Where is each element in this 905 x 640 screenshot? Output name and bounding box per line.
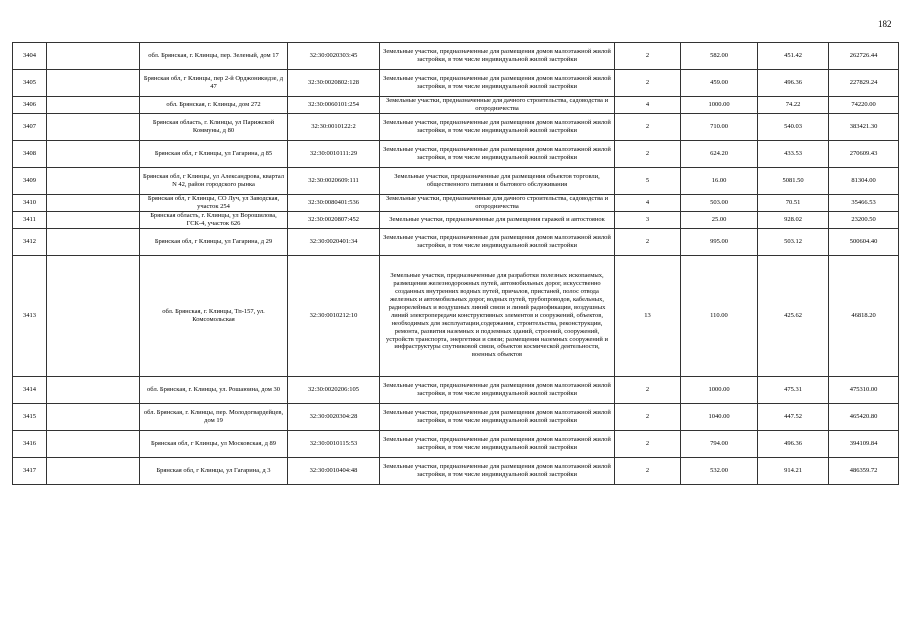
land-use-cell: Земельные участки, предназначенные для размещения гаражей и автостоянок bbox=[380, 211, 615, 228]
address-cell: Брянская обл, г Клинцы, ул Московская, д 89 bbox=[140, 430, 288, 457]
empty-cell bbox=[47, 70, 140, 97]
land-use-cell: Земельные участки, предназначенные для размещения объектов торговли, общественного питания и бытового обслуживания bbox=[380, 167, 615, 194]
empty-cell bbox=[47, 140, 140, 167]
land-use-cell: Земельные участки, предназначенные для дачного строительства, садоводства и огородничества bbox=[380, 194, 615, 211]
empty-cell bbox=[47, 113, 140, 140]
table-row bbox=[13, 457, 899, 484]
cadastral-number-cell: 32:30:0020401:34 bbox=[288, 228, 380, 255]
land-use-cell: Земельные участки, предназначенные для дачного строительства, садоводства и огородничества bbox=[380, 97, 615, 114]
cadastral-number-cell: 32:30:0020807:452 bbox=[288, 211, 380, 228]
row-number: 3411 bbox=[13, 211, 47, 228]
table-row bbox=[13, 140, 899, 167]
category-cell: 3 bbox=[615, 211, 681, 228]
land-use-cell: Земельные участки, предназначенные для размещения домов малоэтажной жилой застройки, в том числе индивидуальной жилой застройки bbox=[380, 457, 615, 484]
cadastral-number-cell: 32:30:0010111:29 bbox=[288, 140, 380, 167]
empty-cell bbox=[47, 376, 140, 403]
table-row bbox=[13, 430, 899, 457]
empty-cell bbox=[47, 403, 140, 430]
empty-cell bbox=[47, 97, 140, 114]
row-number: 3404 bbox=[13, 43, 47, 70]
cadastral-value-cell: 227829.24 bbox=[829, 70, 899, 97]
page-number: 182 bbox=[878, 19, 892, 29]
row-number: 3406 bbox=[13, 97, 47, 114]
table-row bbox=[13, 255, 899, 376]
cadastral-value-cell: 262726.44 bbox=[829, 43, 899, 70]
empty-cell bbox=[47, 228, 140, 255]
land-use-cell: Земельные участки, предназначенные для размещения домов малоэтажной жилой застройки, в том числе индивидуальной жилой застройки bbox=[380, 70, 615, 97]
table-row bbox=[13, 228, 899, 255]
address-cell: обл. Брянская, г. Клинцы, дом 272 bbox=[140, 97, 288, 114]
category-cell: 2 bbox=[615, 113, 681, 140]
area-cell: 1000.00 bbox=[681, 97, 758, 114]
cadastral-number-cell: 32:30:0010212:10 bbox=[288, 255, 380, 376]
cadastral-number-cell: 32:30:0010404:48 bbox=[288, 457, 380, 484]
address-cell: Брянская область, г. Клинцы, ул Ворошилова, ГСК-4, участок 626 bbox=[140, 211, 288, 228]
rate-cell: 70.51 bbox=[758, 194, 829, 211]
cadastral-value-cell: 46818.20 bbox=[829, 255, 899, 376]
cadastral-value-cell: 23200.50 bbox=[829, 211, 899, 228]
empty-cell bbox=[47, 211, 140, 228]
table-row bbox=[13, 194, 899, 211]
land-use-cell: Земельные участки, предназначенные для размещения домов малоэтажной жилой застройки, в том числе индивидуальной жилой застройки bbox=[380, 43, 615, 70]
area-cell: 710.00 bbox=[681, 113, 758, 140]
area-cell: 582.00 bbox=[681, 43, 758, 70]
table-row bbox=[13, 376, 899, 403]
cadastral-number-cell: 32:30:0010122:2 bbox=[288, 113, 380, 140]
category-cell: 4 bbox=[615, 194, 681, 211]
area-cell: 110.00 bbox=[681, 255, 758, 376]
category-cell: 2 bbox=[615, 430, 681, 457]
rate-cell: 451.42 bbox=[758, 43, 829, 70]
area-cell: 1040.00 bbox=[681, 403, 758, 430]
rate-cell: 5081.50 bbox=[758, 167, 829, 194]
land-use-cell: Земельные участки, предназначенные для размещения домов малоэтажной жилой застройки, в том числе индивидуальной жилой застройки bbox=[380, 430, 615, 457]
area-cell: 25.00 bbox=[681, 211, 758, 228]
rate-cell: 928.02 bbox=[758, 211, 829, 228]
table-row bbox=[13, 113, 899, 140]
rate-cell: 447.52 bbox=[758, 403, 829, 430]
address-cell: Брянская обл, г Клинцы, ул Александрова, квартал N 42, район городского рынка bbox=[140, 167, 288, 194]
cadastral-number-cell: 32:30:0020304:28 bbox=[288, 403, 380, 430]
row-number: 3415 bbox=[13, 403, 47, 430]
cadastral-number-cell: 32:30:0010115:53 bbox=[288, 430, 380, 457]
empty-cell bbox=[47, 194, 140, 211]
rate-cell: 496.36 bbox=[758, 70, 829, 97]
table-row bbox=[13, 167, 899, 194]
cadastral-value-cell: 486359.72 bbox=[829, 457, 899, 484]
address-cell: Брянская обл, г Клинцы, СО Луч, ул Заводская, участок 254 bbox=[140, 194, 288, 211]
category-cell: 2 bbox=[615, 457, 681, 484]
rate-cell: 540.03 bbox=[758, 113, 829, 140]
table-row bbox=[13, 403, 899, 430]
cadastral-value-cell: 500604.40 bbox=[829, 228, 899, 255]
row-number: 3410 bbox=[13, 194, 47, 211]
row-number: 3409 bbox=[13, 167, 47, 194]
address-cell: Брянская область, г. Клинцы, ул Парижской Коммуны, д 80 bbox=[140, 113, 288, 140]
category-cell: 2 bbox=[615, 376, 681, 403]
row-number: 3407 bbox=[13, 113, 47, 140]
address-cell: Брянская обл, г Клинцы, пер 2-й Орджоникидзе, д 47 bbox=[140, 70, 288, 97]
area-cell: 16.00 bbox=[681, 167, 758, 194]
category-cell: 2 bbox=[615, 140, 681, 167]
category-cell: 2 bbox=[615, 228, 681, 255]
empty-cell bbox=[47, 457, 140, 484]
land-use-cell: Земельные участки, предназначенные для размещения домов малоэтажной жилой застройки, в том числе индивидуальной жилой застройки bbox=[380, 376, 615, 403]
area-cell: 459.00 bbox=[681, 70, 758, 97]
land-use-cell: Земельные участки, предназначенные для размещения домов малоэтажной жилой застройки, в том числе индивидуальной жилой застройки bbox=[380, 228, 615, 255]
rate-cell: 503.12 bbox=[758, 228, 829, 255]
row-number: 3413 bbox=[13, 255, 47, 376]
table-row bbox=[13, 70, 899, 97]
area-cell: 794.00 bbox=[681, 430, 758, 457]
area-cell: 624.20 bbox=[681, 140, 758, 167]
cadastral-value-cell: 35466.53 bbox=[829, 194, 899, 211]
address-cell: обл. Брянская, г. Клинцы, пер. Зеленый, дом 17 bbox=[140, 43, 288, 70]
cadastral-number-cell: 32:30:0020802:128 bbox=[288, 70, 380, 97]
address-cell: Брянская обл, г Клинцы, ул Гагарина, д 29 bbox=[140, 228, 288, 255]
address-cell: обл. Брянская, г. Клинцы, Тп-157, ул. Комсомольская bbox=[140, 255, 288, 376]
cadastral-value-cell: 74220.00 bbox=[829, 97, 899, 114]
row-number: 3412 bbox=[13, 228, 47, 255]
area-cell: 503.00 bbox=[681, 194, 758, 211]
address-cell: Брянская обл, г Клинцы, ул Гагарина, д 3 bbox=[140, 457, 288, 484]
rate-cell: 74.22 bbox=[758, 97, 829, 114]
cadastral-value-cell: 270609.43 bbox=[829, 140, 899, 167]
cadastral-number-cell: 32:30:0020609:111 bbox=[288, 167, 380, 194]
cadastral-value-cell: 81304.00 bbox=[829, 167, 899, 194]
land-use-cell: Земельные участки, предназначенные для размещения домов малоэтажной жилой застройки, в том числе индивидуальной жилой застройки bbox=[380, 113, 615, 140]
category-cell: 2 bbox=[615, 70, 681, 97]
empty-cell bbox=[47, 167, 140, 194]
area-cell: 532.00 bbox=[681, 457, 758, 484]
cadastral-number-cell: 32:30:0020206:105 bbox=[288, 376, 380, 403]
land-use-cell: Земельные участки, предназначенные для разработки полезных ископаемых, размещения железнодорожных путей, автомобильных дорог, искусственно созданных внутренних водных путей, причалов, пристаней, полос отвода железных и автомобильных дорог, водных путей, трубопроводов, кабельных, радиорелейных и воздушных линий связи и линий радиофикации, воздушных линий электропередачи конструктивных элементов и сооружений, объектов, необходимых для эксплуатации,содержания, строительства, реконструкции, ремонта, развития наземных и подземных зданий, строений, сооружений, устройств транспорта, энергетики и связи; размещения наземных сооружений и инфраструктуры спутниковой связи, объектов космической деятельности, военных объектов bbox=[380, 255, 615, 376]
empty-cell bbox=[47, 430, 140, 457]
rate-cell: 914.21 bbox=[758, 457, 829, 484]
cadastral-value-cell: 383421.30 bbox=[829, 113, 899, 140]
category-cell: 4 bbox=[615, 97, 681, 114]
table-row bbox=[13, 211, 899, 228]
area-cell: 1000.00 bbox=[681, 376, 758, 403]
row-number: 3417 bbox=[13, 457, 47, 484]
rate-cell: 475.31 bbox=[758, 376, 829, 403]
row-number: 3414 bbox=[13, 376, 47, 403]
cadastral-number-cell: 32:30:0060101:254 bbox=[288, 97, 380, 114]
category-cell: 2 bbox=[615, 43, 681, 70]
row-number: 3416 bbox=[13, 430, 47, 457]
cadastral-number-cell: 32:30:0020303:45 bbox=[288, 43, 380, 70]
empty-cell bbox=[47, 43, 140, 70]
land-use-cell: Земельные участки, предназначенные для размещения домов малоэтажной жилой застройки, в том числе индивидуальной жилой застройки bbox=[380, 140, 615, 167]
row-number: 3405 bbox=[13, 70, 47, 97]
rate-cell: 496.36 bbox=[758, 430, 829, 457]
rate-cell: 425.62 bbox=[758, 255, 829, 376]
table-row bbox=[13, 43, 899, 70]
cadastral-value-cell: 475310.00 bbox=[829, 376, 899, 403]
empty-cell bbox=[47, 255, 140, 376]
table-row bbox=[13, 97, 899, 114]
row-number: 3408 bbox=[13, 140, 47, 167]
cadastral-value-cell: 465420.80 bbox=[829, 403, 899, 430]
land-use-cell: Земельные участки, предназначенные для размещения домов малоэтажной жилой застройки, в том числе индивидуальной жилой застройки bbox=[380, 403, 615, 430]
address-cell: Брянская обл, г Клинцы, ул Гагарина, д 85 bbox=[140, 140, 288, 167]
rate-cell: 433.53 bbox=[758, 140, 829, 167]
category-cell: 2 bbox=[615, 403, 681, 430]
category-cell: 13 bbox=[615, 255, 681, 376]
address-cell: обл. Брянская, г. Клинцы, пер. Молодогвардейцев, дом 19 bbox=[140, 403, 288, 430]
area-cell: 995.00 bbox=[681, 228, 758, 255]
cadastral-value-cell: 394109.84 bbox=[829, 430, 899, 457]
category-cell: 5 bbox=[615, 167, 681, 194]
cadastral-number-cell: 32:30:0080401:536 bbox=[288, 194, 380, 211]
address-cell: обл. Брянская, г. Клинцы, ул. Рошаюина, дом 30 bbox=[140, 376, 288, 403]
land-registry-table bbox=[12, 42, 899, 485]
